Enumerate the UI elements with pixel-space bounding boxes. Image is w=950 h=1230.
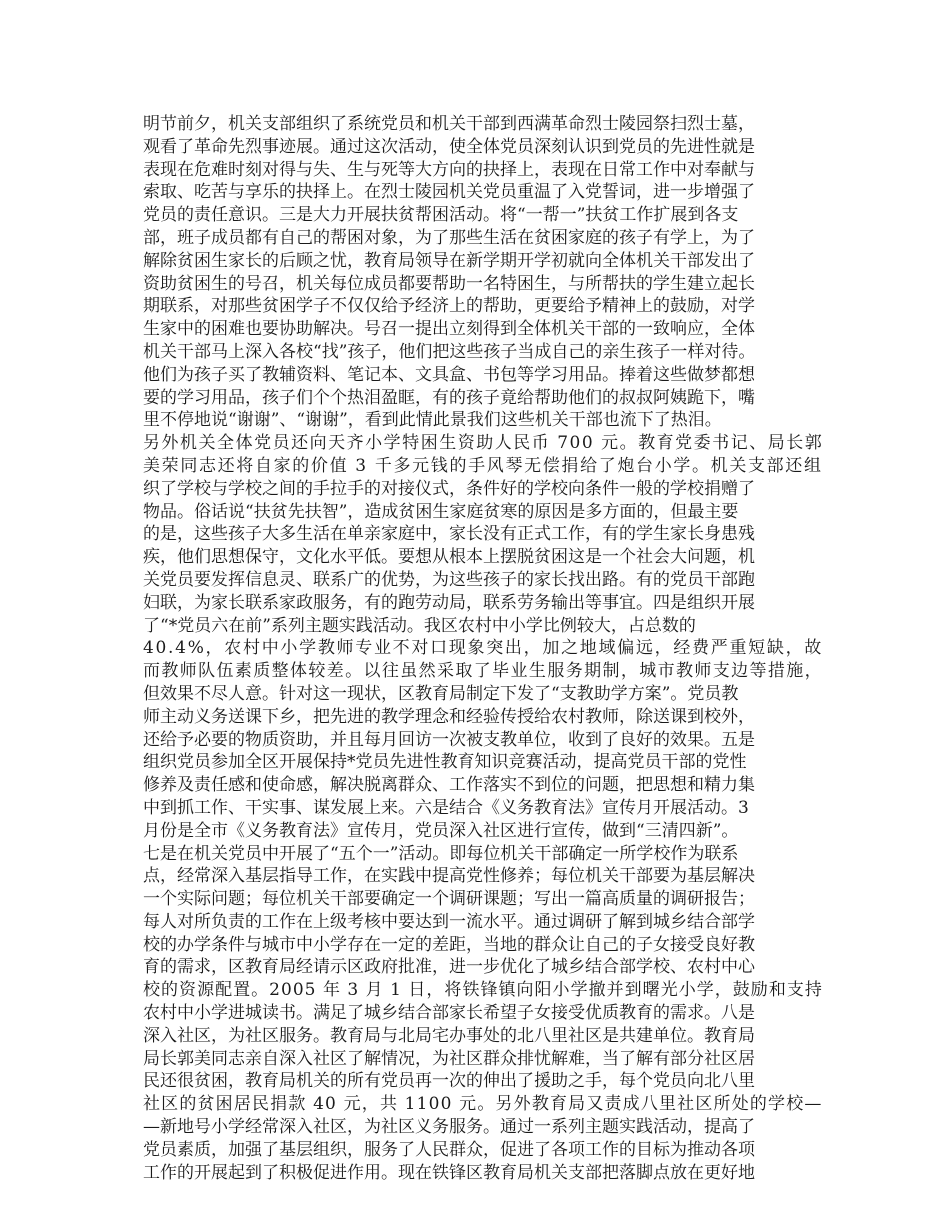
text-line: 深入社区，为社区服务。教育局与北局宅办事处的北八里社区是共建单位。教育局 bbox=[143, 1025, 755, 1046]
text-line: 机关干部马上深入各校“找”孩子，他们把这些孩子当成自己的亲生孩子一样对待。 bbox=[143, 341, 756, 362]
text-line: 40.4%，农村中小学教师专业不对口现象突出，加之地域偏远，经费严重短缺，故 bbox=[143, 638, 823, 659]
text-line: 他们为孩子买了教辅资料、笔记本、文具盒、书包等学习用品。捧着这些做梦都想 bbox=[143, 364, 755, 385]
text-line: 织了学校与学校之间的手拉手的对接仪式，条件好的学校向条件一般的学校捐赠了 bbox=[143, 478, 755, 499]
text-line: 校的资源配置。2005 年 3 月 1 日，将铁锋镇向阳小学撤并到曙光小学，鼓励和支持 bbox=[143, 980, 823, 1001]
text-line: 关党员要发挥信息灵、联系广的优势，为这些孩子的家长找出路。有的党员干部跑 bbox=[143, 569, 755, 590]
text-line: 还给予必要的物质资助，并且每月回访一次被支教单位，收到了良好的效果。五是 bbox=[143, 729, 755, 750]
text-line: 点，经常深入基层指导工作，在实践中提高党性修养；每位机关干部要为基层解决 bbox=[143, 866, 755, 887]
text-line: 中到抓工作、干实事、谋发展上来。六是结合《义务教育法》宣传月开展活动。3 bbox=[143, 797, 749, 818]
text-line: 部，班子成员都有自己的帮困对象，为了那些生活在贫困家庭的孩子有学上，为了 bbox=[143, 227, 755, 248]
text-line: 而教师队伍素质整体较差。以往虽然采取了毕业生服务期制，城市教师支边等措施， bbox=[143, 661, 823, 682]
text-line: 妇联，为家长联系家政服务，有的跑劳动局，联系劳务输出等事宜。四是组织开展 bbox=[143, 592, 755, 613]
text-line: 党员的责任意识。三是大力开展扶贫帮困活动。将“一帮一”扶贫工作扩展到各支 bbox=[143, 205, 739, 226]
text-line: 一个实际问题；每位机关干部要确定一个调研课题；写出一篇高质量的调研报告； bbox=[143, 889, 755, 910]
text-line: 期联系，对那些贫困学子不仅仅给予经济上的帮助，更要给予精神上的鼓励，对学 bbox=[143, 296, 755, 317]
body-text bbox=[143, 113, 823, 1184]
text-line: 组织党员参加全区开展保持*党员先进性教育知识竞赛活动，提高党员干部的党性 bbox=[143, 752, 747, 773]
text-line: 索取、吃苦与享乐的抉择上。在烈士陵园机关党员重温了入党誓词，进一步增强了 bbox=[143, 182, 755, 203]
text-line: 了“*党员六在前”系列主题实践活动。我区农村中小学比例较大，占总数的 bbox=[143, 615, 696, 636]
text-line: 七是在机关党员中开展了“五个一”活动。即每位机关干部确定一所学校作为联系 bbox=[143, 843, 739, 864]
text-line: 疾，他们思想保守，文化水平低。要想从根本上摆脱贫困这是一个社会大问题，机 bbox=[143, 547, 755, 568]
text-line: 社区的贫困居民捐款 40 元，共 1100 元。另外教育局又责成八里社区所处的学校— bbox=[143, 1094, 823, 1115]
text-line: 要的学习用品，孩子们个个热泪盈眶，有的孩子竟给帮助他们的叔叔阿姨跪下，嘴 bbox=[143, 387, 755, 408]
text-line: 观看了革命先烈事迹展。通过这次活动，使全体党员深刻认识到党员的先进性就是 bbox=[143, 136, 755, 157]
text-line: 党员素质，加强了基层组织，服务了人民群众，促进了各项工作的目标为推动各项 bbox=[143, 1139, 755, 1160]
text-line: 另外机关全体党员还向天齐小学特困生资助人民币 700 元。教育党委书记、局长郭 bbox=[143, 433, 823, 454]
text-line: 里不停地说“谢谢”、“谢谢”，看到此情此景我们这些机关干部也流下了热泪。 bbox=[143, 410, 722, 431]
text-line: —新地号小学经常深入社区，为社区义务服务。通过一系列主题实践活动，提高了 bbox=[143, 1117, 755, 1138]
text-line: 每人对所负责的工作在上级考核中要达到一流水平。通过调研了解到城乡结合部学 bbox=[143, 911, 755, 932]
text-line: 民还很贫困，教育局机关的所有党员再一次的伸出了援助之手，每个党员向北八里 bbox=[143, 1071, 755, 1092]
text-line: 生家中的困难也要协助解决。号召一提出立刻得到全体机关干部的一致响应，全体 bbox=[143, 319, 755, 340]
text-line: 表现在危难时刻对得与失、生与死等大方向的抉择上，表现在日常工作中对奉献与 bbox=[143, 159, 755, 180]
text-line: 修养及责任感和使命感，解决脱离群众、工作落实不到位的问题，把思想和精力集 bbox=[143, 775, 755, 796]
text-line: 资助贫困生的号召，机关每位成员都要帮助一名特困生，与所帮扶的学生建立起长 bbox=[143, 273, 755, 294]
text-line: 校的办学条件与城市中小学存在一定的差距，当地的群众让自己的子女接受良好教 bbox=[143, 934, 755, 955]
text-line: 明节前夕，机关支部组织了系统党员和机关干部到西满革命烈士陵园祭扫烈士墓， bbox=[143, 114, 755, 134]
text-line: 师主动义务送课下乡，把先进的教学理念和经验传授给农村教师，除送课到校外， bbox=[143, 706, 755, 727]
text-line: 育的需求，区教育局经请示区政府批准，进一步优化了城乡结合部学校、农村中心 bbox=[143, 957, 755, 978]
text-line: 解除贫困生家长的后顾之忧，教育局领导在新学期开学初就向全体机关干部发出了 bbox=[143, 250, 755, 271]
text-line: 但效果不尽人意。针对这一现状，区教育局制定下发了“支教助学方案”。党员教 bbox=[143, 683, 739, 704]
text-line: 的是，这些孩子大多生活在单亲家庭中，家长没有正式工作，有的学生家长身患残 bbox=[143, 524, 755, 545]
text-line: 月份是全市《义务教育法》宣传月，党员深入社区进行宣传，做到“三清四新”。 bbox=[143, 820, 739, 841]
text-line: 农村中小学进城读书。满足了城乡结合部家长希望子女接受优质教育的需求。八是 bbox=[143, 1003, 755, 1024]
text-line: 美荣同志还将自家的价值 3 千多元钱的手风琴无偿捐给了炮台小学。机关支部还组 bbox=[143, 455, 823, 476]
text-line: 局长郭美同志亲自深入社区了解情况，为社区群众排忧解难，当了解有部分社区居 bbox=[143, 1048, 755, 1069]
text-line: 物品。俗话说“扶贫先扶智”，造成贫困生家庭贫寒的原因是多方面的，但最主要 bbox=[143, 501, 739, 522]
text-line: 工作的开展起到了积极促进作用。现在铁锋区教育局机关支部把落脚点放在更好地 bbox=[143, 1162, 755, 1183]
